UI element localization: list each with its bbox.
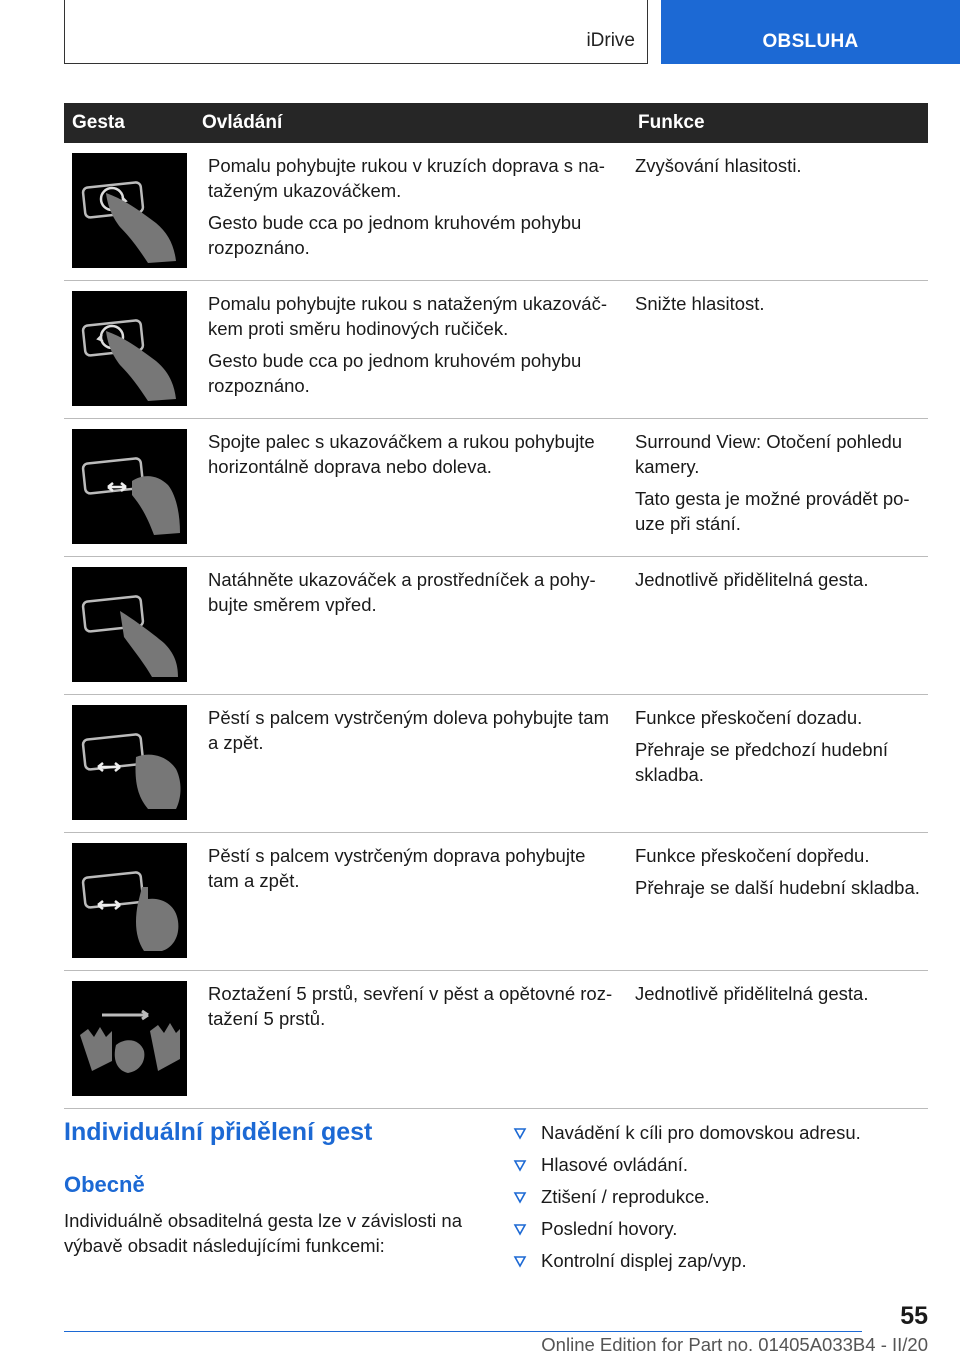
control-text: Gesto bude cca po jednom kruhovém pohybu rozpoznáno. bbox=[208, 212, 582, 258]
thumb-right-gesture-icon bbox=[72, 843, 187, 958]
control-text: Natáhněte ukazováček a prostředníček a pohy-bujte směrem vpřed. bbox=[208, 569, 596, 615]
circle-ccw-gesture-icon bbox=[72, 291, 187, 406]
gesture-cell bbox=[64, 143, 194, 281]
gesture-table bbox=[64, 103, 928, 1109]
table-row bbox=[64, 971, 928, 1109]
list-item-text: Hlasové ovládání. bbox=[541, 1154, 689, 1175]
header-frame bbox=[64, 0, 648, 64]
gesture-cell bbox=[64, 695, 194, 833]
control-cell bbox=[194, 281, 630, 419]
open-fist-open-gesture-icon bbox=[72, 981, 187, 1096]
col-ovladani: Ovládání bbox=[194, 103, 630, 143]
col-funkce: Funkce bbox=[630, 103, 928, 143]
section-title: Individuální přidělení gest bbox=[64, 1118, 373, 1146]
function-cell bbox=[630, 419, 928, 557]
triangle-bullet-icon bbox=[513, 1184, 541, 1210]
list-item-text: Navádění k cíli pro domovskou adresu. bbox=[541, 1122, 861, 1143]
function-text: Zvyšování hlasitosti. bbox=[635, 155, 802, 176]
control-cell bbox=[194, 419, 630, 557]
col-gesta: Gesta bbox=[64, 103, 194, 143]
function-cell bbox=[630, 557, 928, 695]
list-item bbox=[513, 1120, 933, 1152]
function-cell bbox=[630, 143, 928, 281]
function-text: Funkce přeskočení dozadu. bbox=[635, 707, 863, 728]
triangle-bullet-icon bbox=[513, 1152, 541, 1178]
control-cell bbox=[194, 143, 630, 281]
function-text: Surround View: Otočení pohledu kamery. bbox=[635, 431, 903, 477]
header-section: iDrive bbox=[586, 30, 635, 51]
circle-cw-gesture-icon bbox=[72, 153, 187, 268]
function-cell bbox=[630, 695, 928, 833]
two-finger-forward-gesture-icon bbox=[72, 567, 187, 682]
control-text: Spojte palec s ukazováčkem a rukou pohybujte horizontálně doprava nebo doleva. bbox=[208, 431, 595, 477]
list-item bbox=[513, 1216, 933, 1248]
triangle-bullet-icon bbox=[513, 1248, 541, 1274]
function-text: Jednotlivě přidělitelná gesta. bbox=[635, 569, 869, 590]
list-item bbox=[513, 1248, 933, 1280]
function-text: Funkce přeskočení dopředu. bbox=[635, 845, 870, 866]
control-text: Pomalu pohybujte rukou v kruzích doprava s na-taženým ukazováčkem. bbox=[208, 155, 605, 201]
section-text: Individuálně obsaditelná gesta lze v závislosti na výbavě obsadit následujícími funkcemi: bbox=[64, 1210, 462, 1256]
section-subtitle: Obecně bbox=[64, 1172, 145, 1197]
triangle-bullet-icon bbox=[513, 1120, 541, 1146]
control-text: Pomalu pohybujte rukou s nataženým ukazováč-kem proti směru hodinových ručiček. bbox=[208, 293, 607, 339]
control-text: Gesto bude cca po jednom kruhovém pohybu rozpoznáno. bbox=[208, 350, 582, 396]
function-text: Tato gesta je možné provádět po-uze při stání. bbox=[635, 488, 910, 534]
footer-divider bbox=[64, 1331, 862, 1332]
pinch-swipe-gesture-icon bbox=[72, 429, 187, 544]
function-cell bbox=[630, 833, 928, 971]
footer-edition: Online Edition for Part no. 01405A033B4 - II/20 bbox=[541, 1334, 928, 1355]
control-cell bbox=[194, 833, 630, 971]
triangle-bullet-icon bbox=[513, 1216, 541, 1242]
gesture-cell bbox=[64, 557, 194, 695]
function-text: Přehraje se další hudební skladba. bbox=[635, 877, 920, 898]
control-text: Pěstí s palcem vystrčeným doleva pohybujte tam a zpět. bbox=[208, 707, 610, 753]
gesture-cell bbox=[64, 833, 194, 971]
control-cell bbox=[194, 971, 630, 1109]
header-tab bbox=[661, 0, 960, 64]
list-item bbox=[513, 1152, 933, 1184]
control-cell bbox=[194, 695, 630, 833]
function-list bbox=[513, 1120, 933, 1280]
list-item-text: Kontrolní displej zap/vyp. bbox=[541, 1250, 747, 1271]
page-number: 55 bbox=[900, 1302, 928, 1330]
thumb-left-gesture-icon bbox=[72, 705, 187, 820]
header-tab-label: OBSLUHA bbox=[762, 31, 859, 52]
table-row bbox=[64, 557, 928, 695]
gesture-cell bbox=[64, 419, 194, 557]
table-row bbox=[64, 833, 928, 971]
list-item-text: Poslední hovory. bbox=[541, 1218, 678, 1239]
table-row bbox=[64, 281, 928, 419]
function-cell bbox=[630, 281, 928, 419]
function-text: Přehraje se předchozí hudební skladba. bbox=[635, 739, 889, 785]
list-item-text: Ztišení / reprodukce. bbox=[541, 1186, 710, 1207]
control-cell bbox=[194, 557, 630, 695]
function-cell bbox=[630, 971, 928, 1109]
table-row bbox=[64, 419, 928, 557]
gesture-cell bbox=[64, 971, 194, 1109]
table-row bbox=[64, 695, 928, 833]
function-text: Snižte hlasitost. bbox=[635, 293, 765, 314]
table-row bbox=[64, 143, 928, 281]
list-item bbox=[513, 1184, 933, 1216]
control-text: Roztažení 5 prstů, sevření v pěst a opětovné roz-tažení 5 prstů. bbox=[208, 983, 613, 1029]
table-header-row bbox=[64, 103, 928, 143]
gesture-cell bbox=[64, 281, 194, 419]
control-text: Pěstí s palcem vystrčeným doprava pohybujte tam a zpět. bbox=[208, 845, 586, 891]
function-text: Jednotlivě přidělitelná gesta. bbox=[635, 983, 869, 1004]
